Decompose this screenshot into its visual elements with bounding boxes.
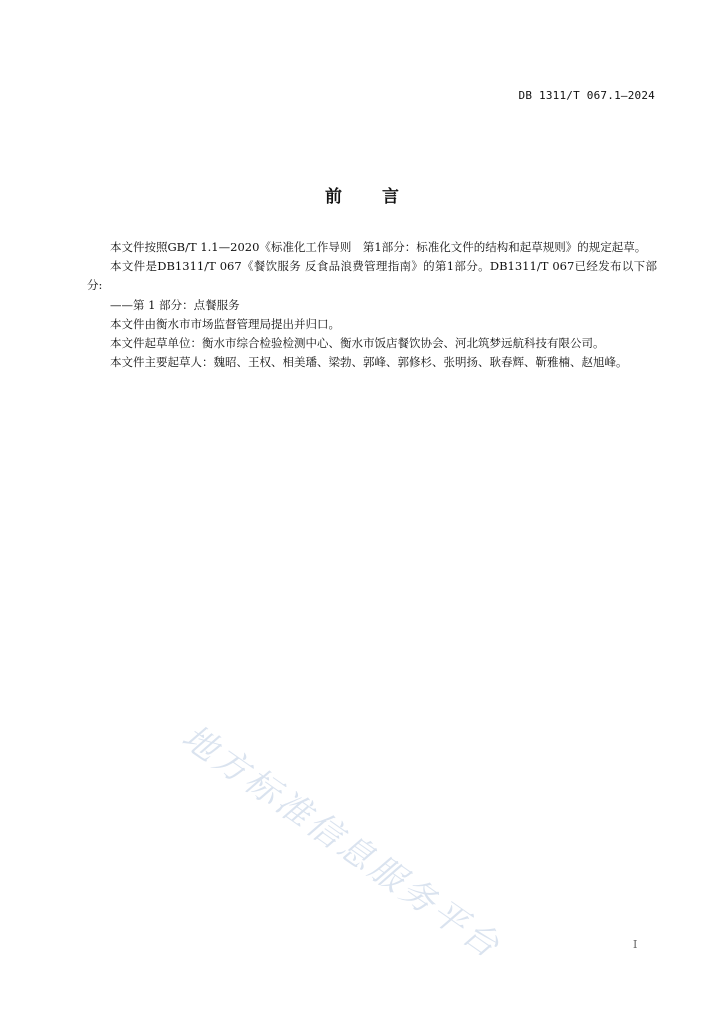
paragraph-part-list-item: ——第 1 部分：点餐服务 [110,297,240,312]
document-code: DB 1311/T 067.1—2024 [518,89,655,102]
page-title [0,182,724,207]
watermark: 地方标准信息服务平台 [174,716,509,968]
title-char-2: 言 [382,187,399,207]
paragraph-drafting-units: 本文件起草单位：衡水市综合检验检测中心、衡水市饭店餐饮协会、河北筑梦远航科技有限公司。 [110,336,605,351]
title-char-1: 前 [325,187,342,207]
page-number: I [633,938,638,951]
paragraph-drafters: 本文件主要起草人：魏昭、王权、相美璠、梁勃、郭峰、郭修杉、张明扬、耿春辉、靳雅楠、赵旭峰。 [110,355,628,370]
foreword-body [87,238,657,372]
paragraph-series-info: 本文件是DB1311/T 067《餐饮服务 反食品浪费管理指南》的第1部分。DB1311/T 067已经发布以下部分: [87,259,657,293]
paragraph-drafting-basis: 本文件按照GB/T 1.1—2020《标准化工作导则 第1部分：标准化文件的结构和起草规则》的规定起草。 [110,240,647,254]
paragraph-proposer: 本文件由衡水市市场监督管理局提出并归口。 [110,316,340,331]
